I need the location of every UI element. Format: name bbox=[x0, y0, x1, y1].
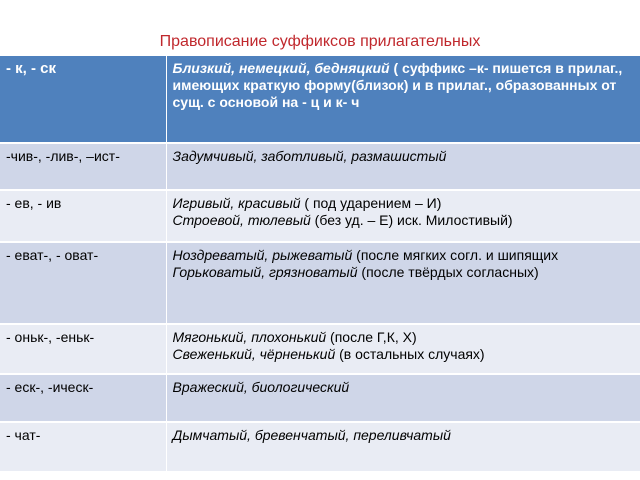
page-title: Правописание суффиксов прилагательных bbox=[159, 33, 481, 50]
suffix-rules-table bbox=[0, 56, 640, 473]
suffix-cell: - чат- bbox=[0, 422, 166, 472]
rule-note: (в остальных случаях) bbox=[335, 346, 485, 362]
example-words: Свеженький, чёрненький bbox=[172, 346, 336, 362]
example-cell bbox=[166, 190, 640, 242]
example-cell bbox=[166, 56, 640, 143]
suffix-cell: -чив-, -лив-, –ист- bbox=[0, 143, 166, 190]
example-cell bbox=[166, 422, 640, 472]
rule-note: (после твёрдых согласных) bbox=[357, 264, 539, 280]
suffix-cell: - еск-, -ическ- bbox=[0, 374, 166, 422]
example-cell bbox=[166, 324, 640, 374]
suffix-cell: - к, - ск bbox=[0, 56, 166, 143]
example-words: Горьковатый, грязноватый bbox=[172, 264, 358, 280]
rule-note: (после Г,К, Х) bbox=[326, 329, 417, 345]
rule-note: (после мягких согл. и шипящих bbox=[352, 247, 559, 263]
rule-note: (без уд. – Е) иск. Милостивый) bbox=[310, 212, 513, 228]
example-words: Игривый, красивый bbox=[172, 195, 301, 211]
example-cell bbox=[166, 143, 640, 190]
table-row bbox=[0, 374, 640, 422]
suffix-cell: - еват-, - оват- bbox=[0, 242, 166, 324]
table-row bbox=[0, 143, 640, 190]
example-words: Строевой, тюлевый bbox=[172, 212, 311, 228]
example-words: Мягонький, плохонький bbox=[172, 329, 327, 345]
table-row bbox=[0, 242, 640, 324]
table-row bbox=[0, 190, 640, 242]
rule-note: ( суффикс –к- пишется в прилаг., имеющих краткую форму(близок) и в прилаг., образованных от сущ. с основой на - ц и к- ч bbox=[172, 60, 623, 110]
table-row bbox=[0, 56, 640, 143]
example-cell bbox=[166, 374, 640, 422]
rule-note: ( под ударением – И) bbox=[300, 195, 442, 211]
example-cell bbox=[166, 242, 640, 324]
table-row bbox=[0, 324, 640, 374]
example-words: Ноздреватый, рыжеватый bbox=[172, 247, 353, 263]
table-row bbox=[0, 422, 640, 472]
example-words: Дымчатый, бревенчатый, переливчатый bbox=[172, 427, 451, 443]
suffix-cell: - оньк-, -еньк- bbox=[0, 324, 166, 374]
suffix-cell: - ев, - ив bbox=[0, 190, 166, 242]
example-words: Близкий, немецкий, бедняцкий bbox=[172, 60, 390, 76]
example-words: Вражеский, биологический bbox=[172, 379, 350, 395]
example-words: Задумчивый, заботливый, размашистый bbox=[172, 148, 447, 164]
